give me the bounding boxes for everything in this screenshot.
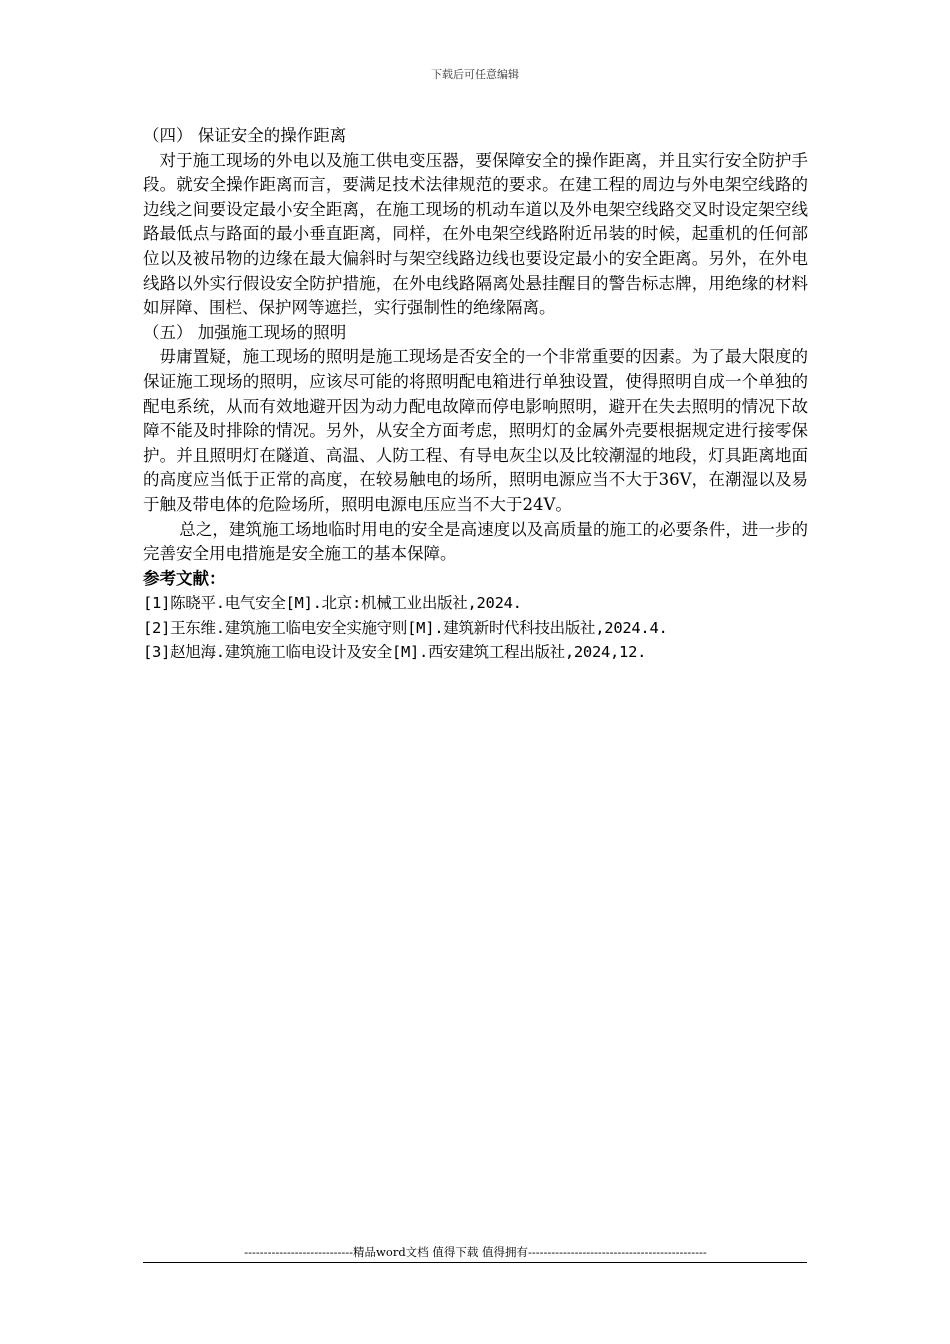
reference-item-2: [2]王东维.建筑施工临电安全实施守则[M].建筑新时代科技出版社,2024.4. bbox=[143, 618, 668, 637]
closing-paragraph: 总之，建筑施工场地临时用电的安全是高速度以及高质量的施工的必要条件，进一步的完善安全用电措施是安全施工的基本保障。 bbox=[143, 519, 808, 564]
document-body bbox=[143, 124, 808, 665]
page-header: 下载后可任意编辑 bbox=[431, 68, 519, 81]
footer-divider bbox=[143, 1262, 807, 1263]
reference-item-1: [1]陈晓平.电气安全[M].北京:机械工业出版社,2024. bbox=[143, 594, 522, 613]
reference-item-3: [3]赵旭海.建筑施工临电设计及安全[M].西安建筑工程出版社,2024,12. bbox=[143, 643, 647, 662]
section-heading-5: （五） 加强施工现场的照明 bbox=[143, 322, 347, 342]
section-body-4: 对于施工现场的外电以及施工供电变压器，要保障安全的操作距离，并且实行安全防护手段。就安全操作距离而言，要满足技术法律规范的要求。在建工程的周边与外电架空线路的边线之间要设定最小安全距离，在施工现场的机动车道以及外电架空线路交叉时设定架空线路最低点与路面的最小垂直距离，同样，在外电架空线路附近吊装的时候，起重机的任何部位以及被吊物的边缘在最大偏斜时与架空线路边线也要设定最小的安全距离。另外，在外电线路以外实行假设安全防护措施，在外电线路隔离处悬挂醒目的警告标志牌，用绝缘的材料如屏障、围栏、保护网等遮拦，实行强制性的绝缘隔离。 bbox=[143, 150, 808, 318]
section-body-5: 毋庸置疑，施工现场的照明是施工现场是否安全的一个非常重要的因素。为了最大限度的保证施工现场的照明，应该尽可能的将照明配电箱进行单独设置，使得照明自成一个单独的配电系统，从而有效地避开因为动力配电故障而停电影响照明，避开在失去照明的情况下故障不能及时排除的情况。另外，从安全方面考虑，照明灯的金属外壳要根据规定进行接零保护。并且照明灯在隧道、高温、人防工程、有导电灰尘以及比较潮湿的地段，灯具距离地面的高度应当低于正常的高度，在较易触电的场所，照明电源应当不大于36V，在潮湿以及易于触及带电体的危险场所，照明电源电压应当不大于24V。 bbox=[143, 347, 808, 514]
references-title: 参考文献： bbox=[143, 568, 226, 588]
page-footer: ----------------------------精品word文档 值得下载 值得拥有---------------------------------------------- bbox=[244, 1245, 707, 1259]
section-heading-4: （四） 保证安全的操作距离 bbox=[143, 126, 347, 145]
